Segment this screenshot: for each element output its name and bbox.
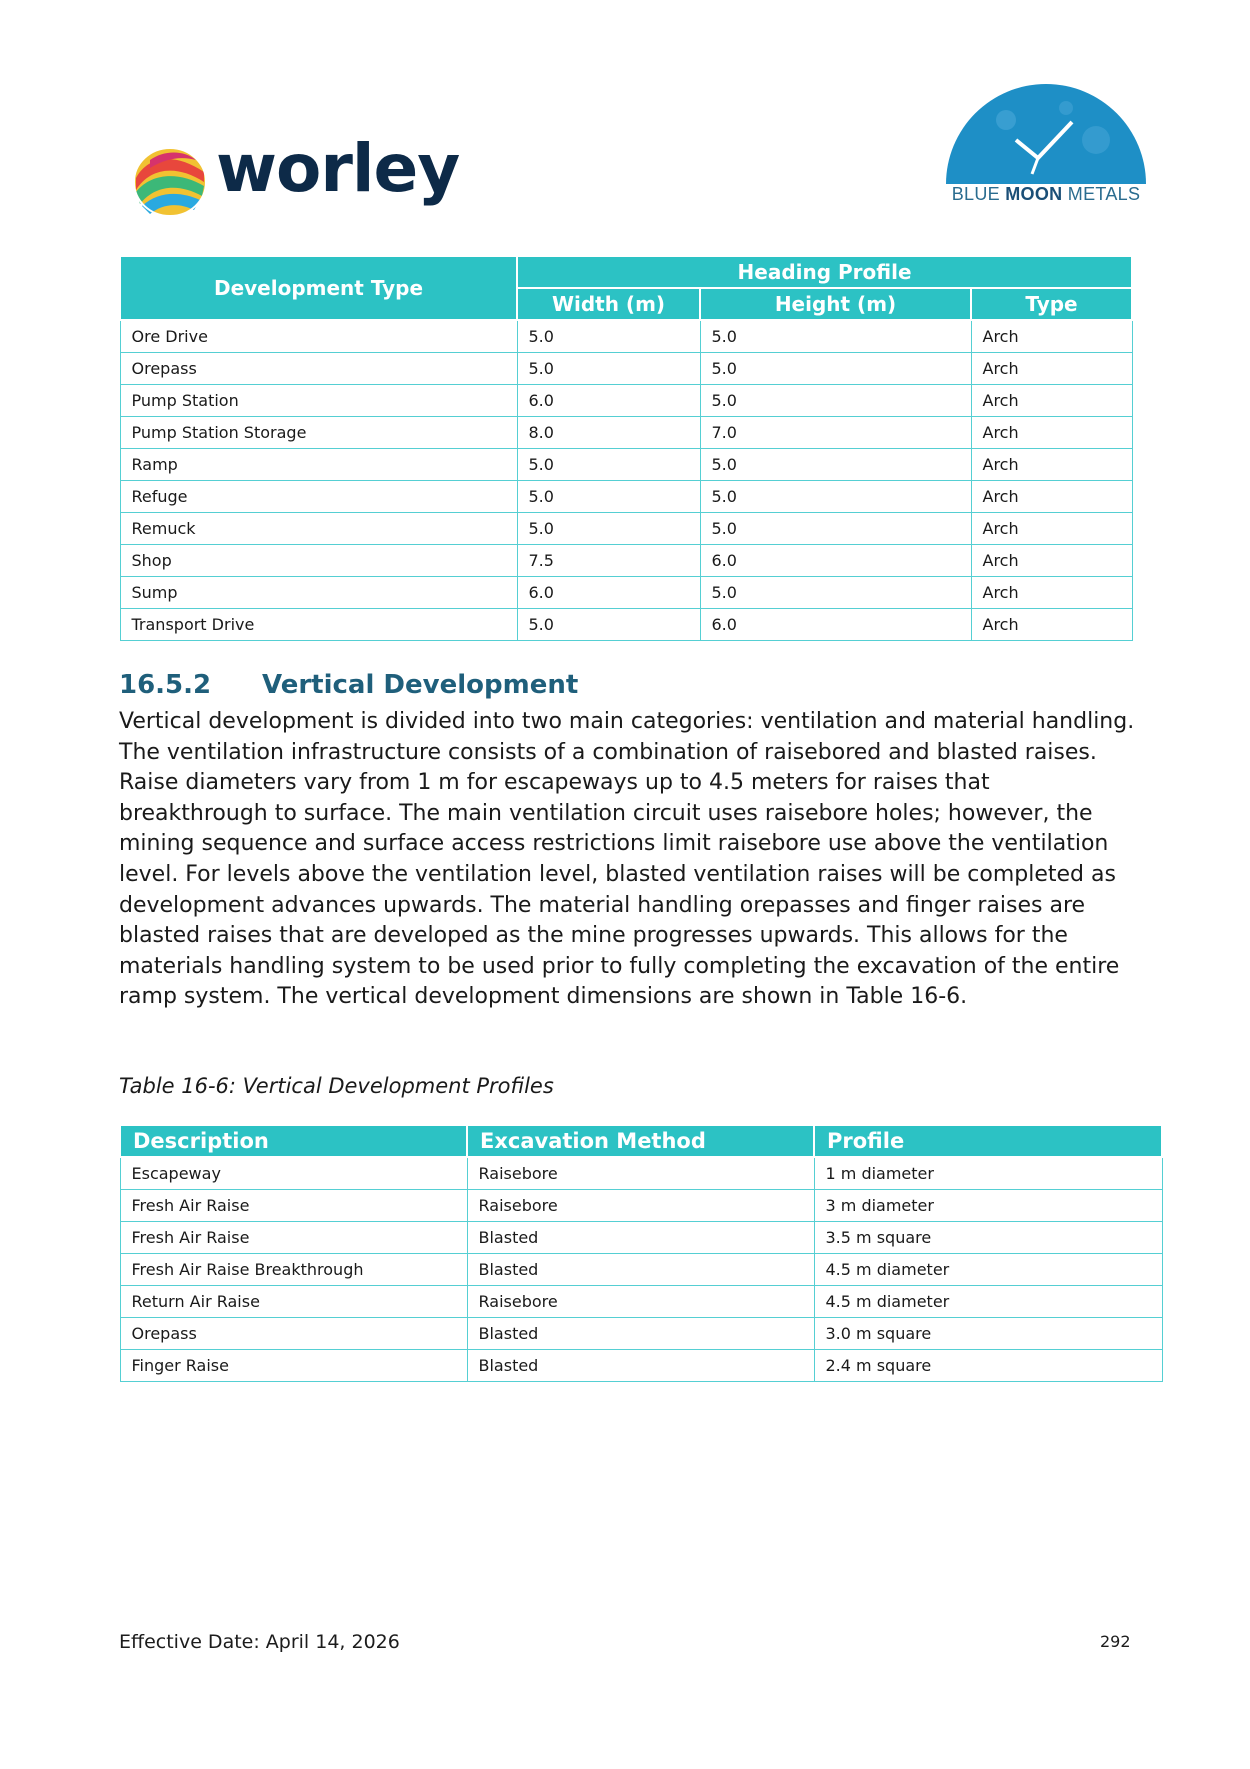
cell: 1 m diameter [814, 1157, 1162, 1190]
cell: Fresh Air Raise [120, 1190, 467, 1222]
cell: Escapeway [120, 1157, 467, 1190]
table-row [120, 577, 1132, 609]
cell: Arch [971, 481, 1132, 513]
moon-dome-icon [946, 80, 1146, 184]
blue-moon-metals-logo [946, 80, 1146, 210]
cell: Fresh Air Raise [120, 1222, 467, 1254]
col-height: Height (m) [700, 288, 971, 320]
section-heading [119, 670, 578, 700]
col-excavation-method: Excavation Method [467, 1125, 814, 1157]
cell: 5.0 [700, 353, 971, 385]
cell: Ore Drive [120, 320, 517, 353]
cell: 4.5 m diameter [814, 1286, 1162, 1318]
section-body: Vertical development is divided into two main categories: ventilation and material handling. The ventilation infrastructure consists of a combination of raisebored and blasted raises. Raise diameters vary from 1 m for escapeways up to 4.5 meters for raises that breakthrough to surface. The main ventilation circuit uses raisebore holes; however, the mining sequence and surface access restrictions limit raisebore use above the ventilation level. For levels above the ventilation level, blasted ventilation raises will be completed as development advances upwards. The material handling orepasses and finger raises are blasted raises that are developed as the mine progresses upwards. This allows for the materials handling system to be used prior to fully completing the excavation of the entire ramp system. The vertical development dimensions are shown in Table 16-6. [119, 709, 1135, 1010]
cell: Remuck [120, 513, 517, 545]
table-row [120, 481, 1132, 513]
cell: Arch [971, 577, 1132, 609]
cell: 4.5 m diameter [814, 1254, 1162, 1286]
cell: 6.0 [517, 577, 700, 609]
col-width: Width (m) [517, 288, 700, 320]
cell: 5.0 [700, 577, 971, 609]
cell: Refuge [120, 481, 517, 513]
table-row [120, 545, 1132, 577]
table-row [120, 1350, 1162, 1382]
col-heading-profile: Heading Profile [517, 256, 1132, 288]
cell: Raisebore [467, 1286, 814, 1318]
cell: Return Air Raise [120, 1286, 467, 1318]
col-development-type: Development Type [120, 256, 517, 320]
table-row [120, 385, 1132, 417]
cell: 5.0 [517, 449, 700, 481]
cell: Arch [971, 385, 1132, 417]
table-row [120, 353, 1132, 385]
cell: 6.0 [700, 609, 971, 641]
cell: Arch [971, 353, 1132, 385]
cell: Blasted [467, 1254, 814, 1286]
cell: 3 m diameter [814, 1190, 1162, 1222]
table-row [120, 1157, 1162, 1190]
cell: Sump [120, 577, 517, 609]
cell: 5.0 [700, 449, 971, 481]
cell: Transport Drive [120, 609, 517, 641]
cell: 6.0 [700, 545, 971, 577]
cell: 5.0 [700, 481, 971, 513]
cell: Ramp [120, 449, 517, 481]
cell: 6.0 [517, 385, 700, 417]
table-caption: Table 16-6: Vertical Development Profiles [119, 1074, 554, 1098]
cell: Raisebore [467, 1157, 814, 1190]
col-description: Description [120, 1125, 467, 1157]
cell: 5.0 [517, 513, 700, 545]
cell: Arch [971, 545, 1132, 577]
brand-blue: BLUE [951, 184, 1000, 204]
worley-swirl-icon [130, 142, 210, 222]
cell: Raisebore [467, 1190, 814, 1222]
table-row [120, 609, 1132, 641]
cell: 5.0 [700, 320, 971, 353]
cell: Orepass [120, 353, 517, 385]
cell: 5.0 [517, 320, 700, 353]
development-profile-table [119, 255, 1133, 641]
cell: 3.5 m square [814, 1222, 1162, 1254]
brand-metals: METALS [1067, 184, 1141, 204]
table-row [120, 513, 1132, 545]
table-row [120, 1222, 1162, 1254]
cell: Arch [971, 417, 1132, 449]
brand-moon: MOON [1005, 184, 1063, 204]
cell: 8.0 [517, 417, 700, 449]
col-type: Type [971, 288, 1132, 320]
cell: 7.5 [517, 545, 700, 577]
col-profile: Profile [814, 1125, 1162, 1157]
worley-wordmark: worley [216, 130, 460, 207]
cell: Blasted [467, 1222, 814, 1254]
cell: Finger Raise [120, 1350, 467, 1382]
vertical-development-table [119, 1124, 1163, 1382]
table-row [120, 449, 1132, 481]
table-row [120, 320, 1132, 353]
cell: 5.0 [700, 513, 971, 545]
table-row [120, 1190, 1162, 1222]
table-row [120, 1318, 1162, 1350]
cell: 5.0 [517, 353, 700, 385]
cell: Arch [971, 513, 1132, 545]
cell: 7.0 [700, 417, 971, 449]
cell: Arch [971, 449, 1132, 481]
section-title: Vertical Development [262, 670, 579, 700]
cell: Fresh Air Raise Breakthrough [120, 1254, 467, 1286]
table-row [120, 1254, 1162, 1286]
cell: Shop [120, 545, 517, 577]
cell: Arch [971, 609, 1132, 641]
effective-date: Effective Date: April 14, 2026 [119, 1631, 400, 1653]
cell: 2.4 m square [814, 1350, 1162, 1382]
cell: Blasted [467, 1350, 814, 1382]
cell: 3.0 m square [814, 1318, 1162, 1350]
table-row [120, 417, 1132, 449]
cell: 5.0 [517, 609, 700, 641]
cell: 5.0 [517, 481, 700, 513]
cell: 5.0 [700, 385, 971, 417]
section-number: 16.5.2 [119, 670, 212, 700]
cell: Orepass [120, 1318, 467, 1350]
blue-moon-metals-text [946, 184, 1146, 205]
cell: Blasted [467, 1318, 814, 1350]
cell: Pump Station [120, 385, 517, 417]
table-row [120, 1286, 1162, 1318]
page-number: 292 [1100, 1632, 1131, 1651]
cell: Arch [971, 320, 1132, 353]
cell: Pump Station Storage [120, 417, 517, 449]
worley-logo [130, 130, 470, 228]
